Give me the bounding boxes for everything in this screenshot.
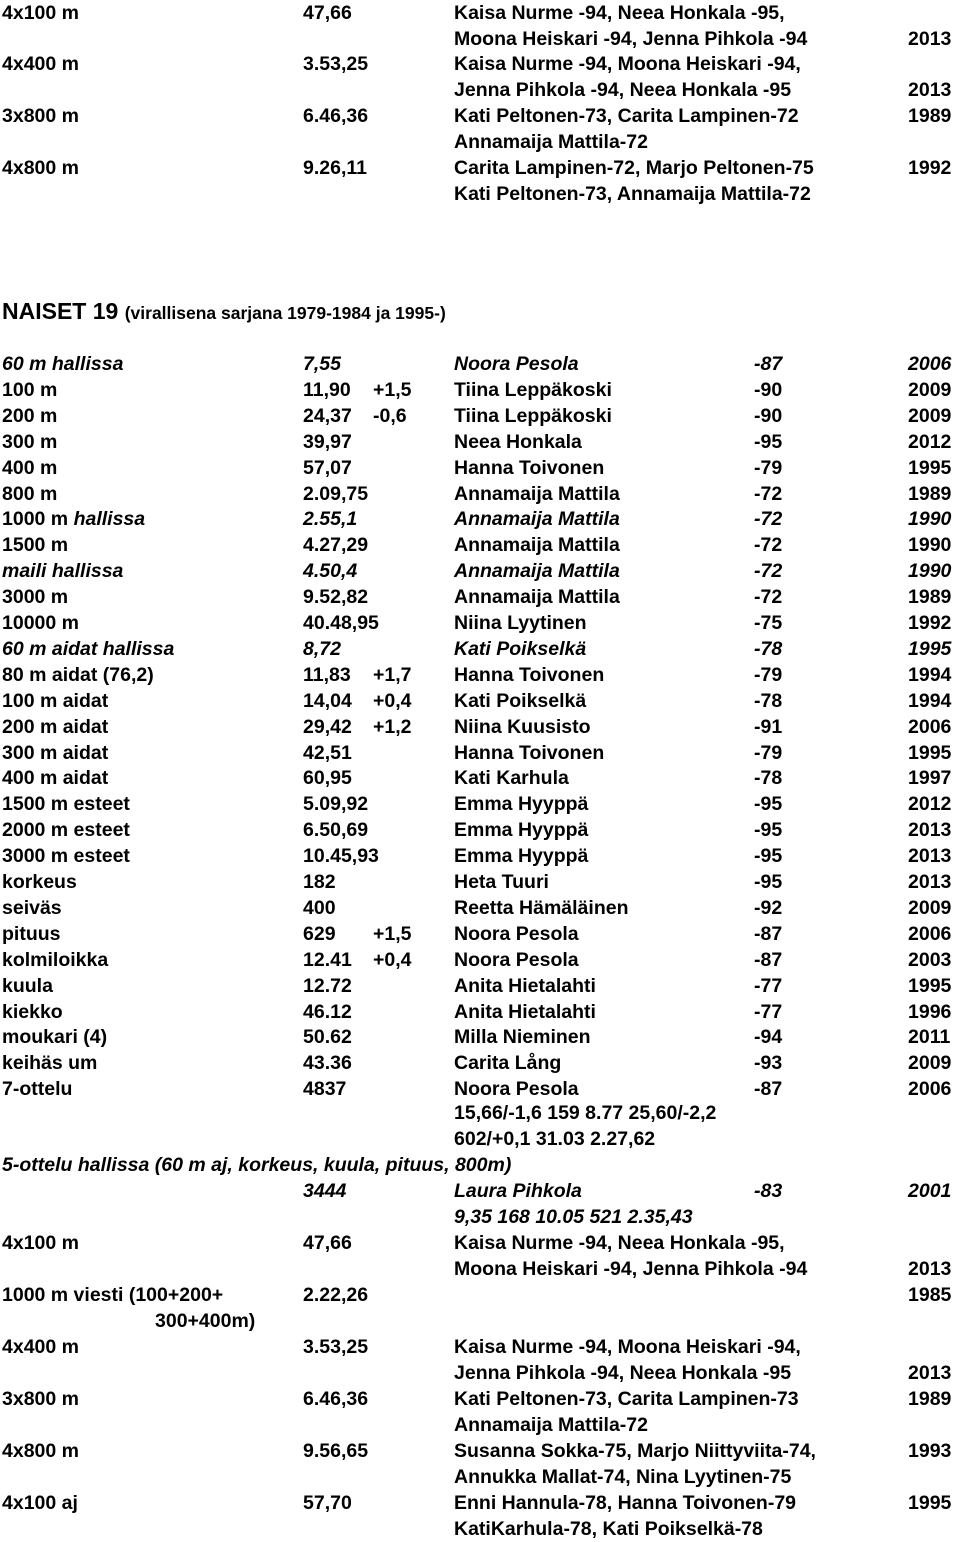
record-result: 9.52,82	[303, 586, 369, 608]
record-year: 2003	[908, 949, 952, 971]
relay-year: 1989	[908, 105, 952, 127]
record-born: -72	[754, 483, 783, 505]
relay-team-line2: Kati Peltonen-73, Annamaija Mattila-72	[454, 183, 811, 205]
relay-year: 1985	[908, 1284, 952, 1306]
pentathlon-title: 5-ottelu hallissa (60 m aj, korkeus, kuula, pituus, 800m)	[2, 1154, 512, 1176]
relay-year: 2013	[908, 1258, 952, 1280]
record-event: 300 m aidat	[2, 742, 109, 764]
relay-result: 47,66	[303, 1232, 352, 1254]
record-born: -94	[754, 1026, 783, 1048]
record-event: 2000 m esteet	[2, 819, 130, 841]
record-event: 10000 m	[2, 612, 79, 634]
record-event: 300 m	[2, 431, 58, 453]
record-event: 400 m	[2, 457, 58, 479]
relay-result: 47,66	[303, 2, 352, 24]
record-wind: +0,4	[373, 690, 412, 712]
record-result: 8,72	[303, 638, 341, 660]
record-year: 1995	[908, 638, 952, 660]
record-name: Annamaija Mattila	[454, 560, 620, 582]
record-event: 3000 m esteet	[2, 845, 130, 867]
record-year: 2009	[908, 405, 952, 427]
relay-team-line2: KatiKarhula-78, Kati Poikselkä-78	[454, 1518, 763, 1540]
record-born: -77	[754, 975, 783, 997]
record-event: 60 m hallissa	[2, 353, 124, 375]
record-result: 11,83	[303, 664, 351, 686]
record-result: 14,04	[303, 690, 352, 712]
record-born: -72	[754, 534, 783, 556]
record-event: 800 m	[2, 483, 58, 505]
record-name: Anita Hietalahti	[454, 975, 596, 997]
record-year: 2009	[908, 1052, 952, 1074]
record-result: 2.09,75	[303, 483, 369, 505]
relay-result: 9.26,11	[303, 157, 367, 179]
record-born: -78	[754, 767, 783, 789]
relay-year: 1992	[908, 157, 952, 179]
relay-event: 3x800 m	[2, 1388, 79, 1410]
record-name: Noora Pesola	[454, 949, 579, 971]
record-event: 3000 m	[2, 586, 69, 608]
record-name: Hanna Toivonen	[454, 742, 605, 764]
record-year: 1990	[908, 534, 952, 556]
record-wind: +1,5	[373, 923, 412, 945]
record-year: 1990	[908, 560, 952, 582]
record-born: -72	[754, 508, 783, 530]
relay-result: 57,70	[303, 1492, 352, 1514]
record-name: Hanna Toivonen	[454, 457, 605, 479]
relay-year: 2013	[908, 79, 952, 101]
relay-team-line1: Enni Hannula-78, Hanna Toivonen-79	[454, 1492, 797, 1514]
relay-event: 4x400 m	[2, 53, 79, 75]
record-event: maili hallissa	[2, 560, 124, 582]
record-name: Neea Honkala	[454, 431, 582, 453]
record-born: -75	[754, 612, 783, 634]
record-event: 200 m	[2, 405, 58, 427]
record-year: 2013	[908, 871, 952, 893]
section-subtitle: (virallisena sarjana 1979-1984 ja 1995-)	[124, 303, 446, 323]
relay-team-line2: Jenna Pihkola -94, Neea Honkala -95	[454, 1362, 792, 1384]
record-name: Niina Kuusisto	[454, 716, 591, 738]
record-year: 2009	[908, 897, 952, 919]
record-result: 43.36	[303, 1052, 352, 1074]
record-wind: +1,2	[373, 716, 412, 738]
record-name: Annamaija Mattila	[454, 508, 620, 530]
record-result: 4.50,4	[303, 560, 358, 582]
record-event	[2, 506, 145, 532]
pentathlon-born: -83	[754, 1180, 783, 1202]
record-result: 400	[303, 897, 336, 919]
record-born: -90	[754, 379, 783, 401]
record-born: -92	[754, 897, 783, 919]
record-wind: +1,7	[373, 664, 412, 686]
record-year: 2012	[908, 793, 952, 815]
record-event: 1500 m esteet	[2, 793, 130, 815]
record-born: -72	[754, 586, 783, 608]
record-born: -87	[754, 923, 783, 945]
relay-team-line2: Moona Heiskari -94, Jenna Pihkola -94	[454, 28, 808, 50]
record-born: -87	[754, 1078, 783, 1100]
relay-event-cont: 300+400m)	[155, 1310, 256, 1332]
record-born: -93	[754, 1052, 783, 1074]
record-event: 100 m	[2, 379, 58, 401]
relay-team-line2: Moona Heiskari -94, Jenna Pihkola -94	[454, 1258, 808, 1280]
heptathlon-detail-line1: 15,66/-1,6 159 8.77 25,60/-2,2	[454, 1102, 717, 1124]
record-born: -87	[754, 949, 783, 971]
relay-year: 1989	[908, 1388, 952, 1410]
record-name: Kati Poikselkä	[454, 690, 587, 712]
relay-team-line2: Jenna Pihkola -94, Neea Honkala -95	[454, 79, 792, 101]
record-event: 400 m aidat	[2, 767, 109, 789]
record-year: 2006	[908, 353, 952, 375]
record-result: 4.27,29	[303, 534, 369, 556]
record-name: Emma Hyyppä	[454, 819, 589, 841]
relay-event: 4x100 aj	[2, 1492, 78, 1514]
record-name: Emma Hyyppä	[454, 793, 589, 815]
record-result: 6.50,69	[303, 819, 369, 841]
relay-team-line1: Susanna Sokka-75, Marjo Niittyviita-74,	[454, 1440, 816, 1462]
pentathlon-year: 2001	[908, 1180, 952, 1202]
record-year: 2006	[908, 716, 952, 738]
relay-result: 9.56,65	[303, 1440, 369, 1462]
record-year: 2012	[908, 431, 952, 453]
record-year: 1996	[908, 1001, 952, 1023]
record-name: Annamaija Mattila	[454, 586, 620, 608]
pentathlon-result: 3444	[303, 1180, 347, 1202]
record-name: Reetta Hämäläinen	[454, 897, 629, 919]
record-name: Tiina Leppäkoski	[454, 405, 612, 427]
heptathlon-detail-line2: 602/+0,1 31.03 2.27,62	[454, 1128, 656, 1150]
record-name: Noora Pesola	[454, 353, 579, 375]
relay-event: 4x800 m	[2, 1440, 79, 1462]
record-result: 182	[303, 871, 336, 893]
record-born: -95	[754, 845, 783, 867]
record-event: 100 m aidat	[2, 690, 109, 712]
record-wind: -0,6	[373, 405, 407, 427]
relay-team-line1: Kaisa Nurme -94, Moona Heiskari -94,	[454, 1336, 801, 1358]
record-name: Noora Pesola	[454, 1078, 579, 1100]
record-wind: +1,5	[373, 379, 412, 401]
relay-team-line1: Kati Peltonen-73, Carita Lampinen-72	[454, 105, 799, 127]
record-born: -77	[754, 1001, 783, 1023]
record-result: 57,07	[303, 457, 352, 479]
record-result: 11,90	[303, 379, 351, 401]
record-born: -95	[754, 793, 783, 815]
relay-year: 1995	[908, 1492, 952, 1514]
relay-team-line2: Annamaija Mattila-72	[454, 131, 648, 153]
record-result: 39,97	[303, 431, 352, 453]
record-name: Annamaija Mattila	[454, 534, 620, 556]
record-name: Hanna Toivonen	[454, 664, 605, 686]
record-result: 12.41	[303, 949, 352, 971]
record-born: -95	[754, 431, 783, 453]
record-born: -87	[754, 353, 783, 375]
record-year: 2013	[908, 845, 952, 867]
record-born: -90	[754, 405, 783, 427]
record-event: kuula	[2, 975, 53, 997]
record-born: -78	[754, 690, 783, 712]
record-event: seiväs	[2, 897, 62, 919]
record-result: 629	[303, 923, 336, 945]
record-event: moukari (4)	[2, 1026, 108, 1048]
record-year: 1994	[908, 690, 952, 712]
record-wind: +0,4	[373, 949, 412, 971]
record-year: 1995	[908, 457, 952, 479]
record-name: Anita Hietalahti	[454, 1001, 596, 1023]
record-result: 24,37	[303, 405, 352, 427]
relay-event: 4x800 m	[2, 157, 79, 179]
record-year: 1997	[908, 767, 952, 789]
record-name: Milla Nieminen	[454, 1026, 591, 1048]
record-event: 200 m aidat	[2, 716, 109, 738]
relay-team-line1: Kaisa Nurme -94, Neea Honkala -95,	[454, 1232, 785, 1254]
record-year: 1989	[908, 483, 952, 505]
relay-event: 4x100 m	[2, 1232, 79, 1254]
record-born: -79	[754, 457, 783, 479]
record-born: -79	[754, 742, 783, 764]
record-event: 60 m aidat hallissa	[2, 638, 175, 660]
record-result: 5.09,92	[303, 793, 369, 815]
record-born: -95	[754, 871, 783, 893]
record-name: Emma Hyyppä	[454, 845, 589, 867]
relay-result: 3.53,25	[303, 1336, 369, 1358]
record-result: 60,95	[303, 767, 352, 789]
relay-year: 2013	[908, 28, 952, 50]
record-event: 80 m aidat (76,2)	[2, 664, 154, 686]
record-result: 46.12	[303, 1001, 352, 1023]
record-born: -91	[754, 716, 783, 738]
record-event-qualifier: hallissa	[73, 508, 146, 530]
record-event: korkeus	[2, 871, 77, 893]
record-year: 2006	[908, 1078, 952, 1100]
relay-year: 1993	[908, 1440, 952, 1462]
record-result: 29,42	[303, 716, 352, 738]
record-name: Kati Poikselkä	[454, 638, 587, 660]
record-year: 1989	[908, 586, 952, 608]
relay-result: 2.22,26	[303, 1284, 369, 1306]
record-year: 1995	[908, 975, 952, 997]
record-name: Noora Pesola	[454, 923, 579, 945]
pentathlon-name: Laura Pihkola	[454, 1180, 582, 1202]
record-name: Niina Lyytinen	[454, 612, 587, 634]
record-born: -79	[754, 664, 783, 686]
relay-team-line1: Kati Peltonen-73, Carita Lampinen-73	[454, 1388, 799, 1410]
record-result: 42,51	[303, 742, 352, 764]
record-result: 10.45,93	[303, 845, 379, 867]
relay-result: 3.53,25	[303, 53, 369, 75]
relay-event: 4x400 m	[2, 1336, 79, 1358]
record-result: 7,55	[303, 353, 341, 375]
record-result: 2.55,1	[303, 508, 358, 530]
relay-result: 6.46,36	[303, 105, 369, 127]
record-born: -78	[754, 638, 783, 660]
record-year: 1990	[908, 508, 952, 530]
record-year: 2013	[908, 819, 952, 841]
relay-team-line1: Kaisa Nurme -94, Neea Honkala -95,	[454, 2, 785, 24]
record-event: 7-ottelu	[2, 1078, 73, 1100]
record-year: 1992	[908, 612, 952, 634]
record-year: 1994	[908, 664, 952, 686]
record-year: 1995	[908, 742, 952, 764]
section-heading	[2, 297, 446, 327]
relay-year: 2013	[908, 1362, 952, 1384]
relay-team-line2: Annamaija Mattila-72	[454, 1414, 648, 1436]
record-name: Annamaija Mattila	[454, 483, 620, 505]
record-year: 2006	[908, 923, 952, 945]
record-result: 12.72	[303, 975, 352, 997]
record-born: -95	[754, 819, 783, 841]
relay-team-line2: Annukka Mallat-74, Nina Lyytinen-75	[454, 1466, 792, 1488]
section-title: NAISET 19	[2, 298, 119, 324]
relay-team-line1: Carita Lampinen-72, Marjo Peltonen-75	[454, 157, 814, 179]
record-event: keihäs um	[2, 1052, 98, 1074]
record-event-name: 1000 m	[2, 508, 69, 530]
record-result: 50.62	[303, 1026, 352, 1048]
record-born: -72	[754, 560, 783, 582]
record-event: 1500 m	[2, 534, 69, 556]
record-result: 40.48,95	[303, 612, 379, 634]
record-name: Heta Tuuri	[454, 871, 549, 893]
record-year: 2009	[908, 379, 952, 401]
record-name: Kati Karhula	[454, 767, 569, 789]
relay-event: 1000 m viesti (100+200+	[2, 1284, 224, 1306]
record-event: kolmiloikka	[2, 949, 109, 971]
record-name: Carita Lång	[454, 1052, 562, 1074]
relay-event: 3x800 m	[2, 105, 79, 127]
relay-team-line1: Kaisa Nurme -94, Moona Heiskari -94,	[454, 53, 801, 75]
pentathlon-detail: 9,35 168 10.05 521 2.35,43	[454, 1206, 693, 1228]
record-event: pituus	[2, 923, 61, 945]
relay-event: 4x100 m	[2, 2, 79, 24]
record-name: Tiina Leppäkoski	[454, 379, 612, 401]
record-year: 2011	[908, 1026, 951, 1048]
relay-result: 6.46,36	[303, 1388, 369, 1410]
record-result: 4837	[303, 1078, 347, 1100]
record-event: kiekko	[2, 1001, 63, 1023]
